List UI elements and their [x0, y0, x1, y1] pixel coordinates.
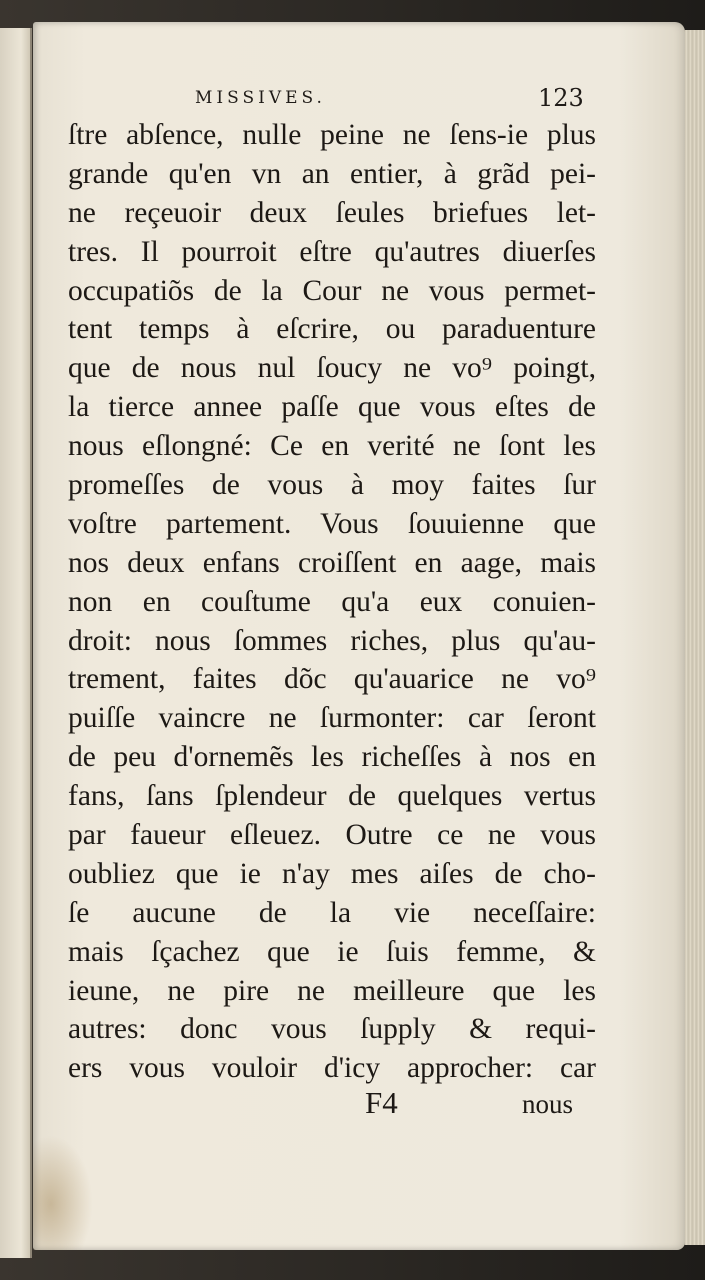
- text-line: ne reçeuoir deux ſeules briefues let-: [68, 196, 596, 229]
- text-line: occupatiõs de la Cour ne vous permet-: [68, 274, 596, 307]
- running-head: MISSIVES.: [195, 88, 326, 108]
- text-line: nos deux enfans croiſſent en aage, mais: [68, 546, 596, 579]
- facing-page-edge: [0, 28, 32, 1258]
- text-line: puiſſe vaincre ne ſurmonter: car ſeront: [68, 702, 596, 735]
- text-line: tent temps à eſcrire, ou paraduenture: [68, 313, 596, 346]
- text-line: que de nous nul ſoucy ne vo⁹ poingt,: [68, 352, 596, 385]
- catchword: nous: [522, 1089, 574, 1119]
- text-line: la tierce annee paſſe que vous eſtes de: [68, 391, 596, 424]
- text-line: par faueur eſleuez. Outre ce ne vous: [68, 819, 596, 852]
- text-line: promeſſes de vous à moy faites ſur: [68, 469, 596, 502]
- text-line: droit: nous ſommes riches, plus qu'au-: [68, 624, 596, 657]
- text-line: trement, faites dõc qu'auarice ne vo⁹: [68, 663, 596, 696]
- text-line: ſe aucune de la vie neceſſaire:: [68, 896, 596, 929]
- text-line: fans, ſans ſplendeur de quelques vertus: [68, 780, 596, 813]
- text-line: de peu d'ornemẽs les richeſſes à nos en: [68, 741, 596, 774]
- text-line: tres. Il pourroit eſtre qu'autres diuerſes: [68, 235, 596, 268]
- text-line: ieune, ne pire ne meilleure que les: [68, 974, 596, 1007]
- water-stain: [33, 1135, 93, 1250]
- text-line: mais ſçachez que ie ſuis femme, &: [68, 935, 596, 968]
- text-line: autres: donc vous ſupply & requi-: [68, 1013, 596, 1046]
- text-line: nous eſlongné: Ce en verité ne ſont les: [68, 430, 596, 463]
- page-number: 123: [538, 84, 584, 112]
- page-block-edge: [684, 30, 705, 1245]
- signature-mark: F4: [365, 1085, 398, 1120]
- text-line: ſtre abſence, nulle peine ne ſens-ie plus: [68, 119, 596, 151]
- text-line: ers vous vouloir d'icy approcher: car: [68, 1052, 596, 1085]
- text-line: non en couſtume qu'a eux conuien-: [68, 585, 596, 618]
- text-line: voſtre partement. Vous ſouuienne que: [68, 507, 596, 540]
- body-text: [68, 116, 596, 1088]
- text-line: grande qu'en vn an entier, à grãd pei-: [68, 157, 596, 190]
- text-line: oubliez que ie n'ay mes aiſes de cho-: [68, 857, 596, 890]
